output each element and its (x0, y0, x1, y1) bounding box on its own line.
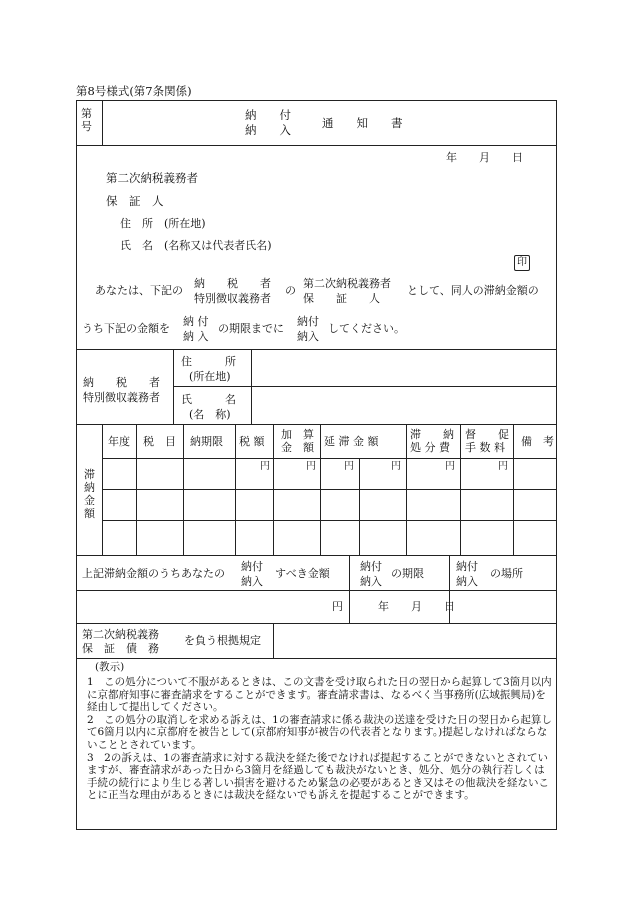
yen-unit-tax: 円 (260, 461, 270, 472)
payment-deadline-date: 年 月 日 (378, 600, 455, 613)
form-caption: 第8号様式(第7条関係) (76, 84, 192, 98)
col-header-tax-item: 税 目 (143, 435, 176, 448)
col-header-remarks: 備 考 (521, 435, 554, 448)
sentence-part-6: してください。 (328, 322, 405, 335)
notes-body (87, 676, 555, 802)
payment-option-2: 納付 納入 (360, 560, 382, 588)
sentence-part-4: うち下記の金額を (82, 322, 170, 335)
note-item-1: 1 この処分について不服があるときは、この文書を受け取られた日の翌日から起算して3箇月以内に京都府知事に審査請求をすることができます。審査請求書は、なるべく当事務所(広域振興局)を経由して提出してください。 (87, 676, 552, 714)
notes-heading: (教示) (95, 661, 125, 673)
payment-option-3: 納付 納入 (456, 560, 478, 588)
sentence-part-1: あなたは、下記の (95, 284, 183, 297)
col-header-tax-amount: 税 額 (239, 435, 265, 448)
basis-label-rest: を負う根拠規定 (184, 634, 261, 647)
payment-yen-unit: 円 (332, 600, 343, 613)
seal-mark: 印 (514, 255, 530, 271)
payment-option-1: 納付 納入 (241, 560, 263, 588)
col-header-addition: 加 算 金 額 (281, 428, 314, 454)
name-label: 氏 名 (名称又は代表者氏名) (120, 239, 272, 252)
note-item-3: 3 2の訴えは、1の審査請求に対する裁決を経た後でなければ提起することができないとされていますが、審査請求があった日から3箇月を経過しても裁決がないとき、処分、処分の執行若しくは手続の続行により生じる著しい損害を避けるため緊急の必要があるとき又はその他裁決を経ないことに正当な理由があるときには裁決を経ないでも訴えを提起することができます。 (87, 751, 549, 802)
taxpayer-address-field[interactable] (252, 350, 556, 386)
sentence-part-2: の (285, 284, 296, 297)
yen-unit-disposal: 円 (445, 461, 455, 472)
note-item-2: 2 この処分の取消しを求める訴えは、1の審査請求に係る裁決の送達を受けた日の翌日から起算して6箇月以内に京都府を被告として(京都府知事が被告の代表者となります。)提起しなければならないこととされています。 (87, 713, 552, 751)
col-header-reminder: 督 促 手 数 料 (465, 428, 509, 454)
yen-unit-delinquency-1: 円 (344, 461, 354, 472)
sentence-option-pay-1: 納 付 納 入 (183, 315, 209, 343)
taxpayer-name-field[interactable] (252, 387, 556, 424)
taxpayer-address-label: 住 所 (所在地) (181, 355, 236, 383)
payment-part-4: の場所 (490, 567, 523, 580)
sentence-part-5: の期限までに (218, 322, 284, 335)
yen-unit-delinquency-2: 円 (391, 461, 401, 472)
document-title: 通 知 書 (322, 116, 403, 130)
address-label: 住 所 (所在地) (120, 217, 206, 230)
notice-number-label: 第 号 (81, 107, 92, 133)
col-header-year: 年度 (108, 435, 130, 448)
col-header-disposal: 滞 納 処 分 費 (410, 428, 454, 454)
sentence-option-pay-2: 納付 納入 (297, 315, 319, 343)
arrears-side-label: 滞 納 金 額 (84, 468, 95, 520)
yen-unit-addition: 円 (306, 461, 316, 472)
yen-unit-reminder: 円 (498, 461, 508, 472)
title-pay-options: 納 付 納 入 (245, 108, 291, 137)
issue-date: 年 月 日 (446, 151, 523, 164)
basis-label: 第二次納税義務 保 証 債 務 (82, 628, 159, 655)
sentence-option-obligor: 第二次納税義務者 保 証 人 (303, 277, 391, 305)
col-header-deadline: 納期限 (190, 435, 223, 448)
col-header-delinquency: 延 滞 金 額 (324, 435, 379, 448)
secondary-taxpayer-label: 第二次納税義務者 (106, 171, 198, 185)
sentence-part-3: として、同人の滞納金額の (407, 284, 539, 297)
sentence-option-taxpayer: 納 税 者 特別徴収義務者 (194, 277, 271, 305)
guarantor-label: 保 証 人 (106, 194, 164, 208)
payment-part-3: の期限 (391, 567, 424, 580)
payment-part-1: 上記滞納金額のうちあなたの (82, 567, 225, 580)
taxpayer-name-label: 氏 名 (名 称) (181, 393, 236, 421)
taxpayer-label: 納 税 者 特別徴収義務者 (83, 376, 160, 404)
payment-part-2: すべき金額 (275, 567, 330, 580)
